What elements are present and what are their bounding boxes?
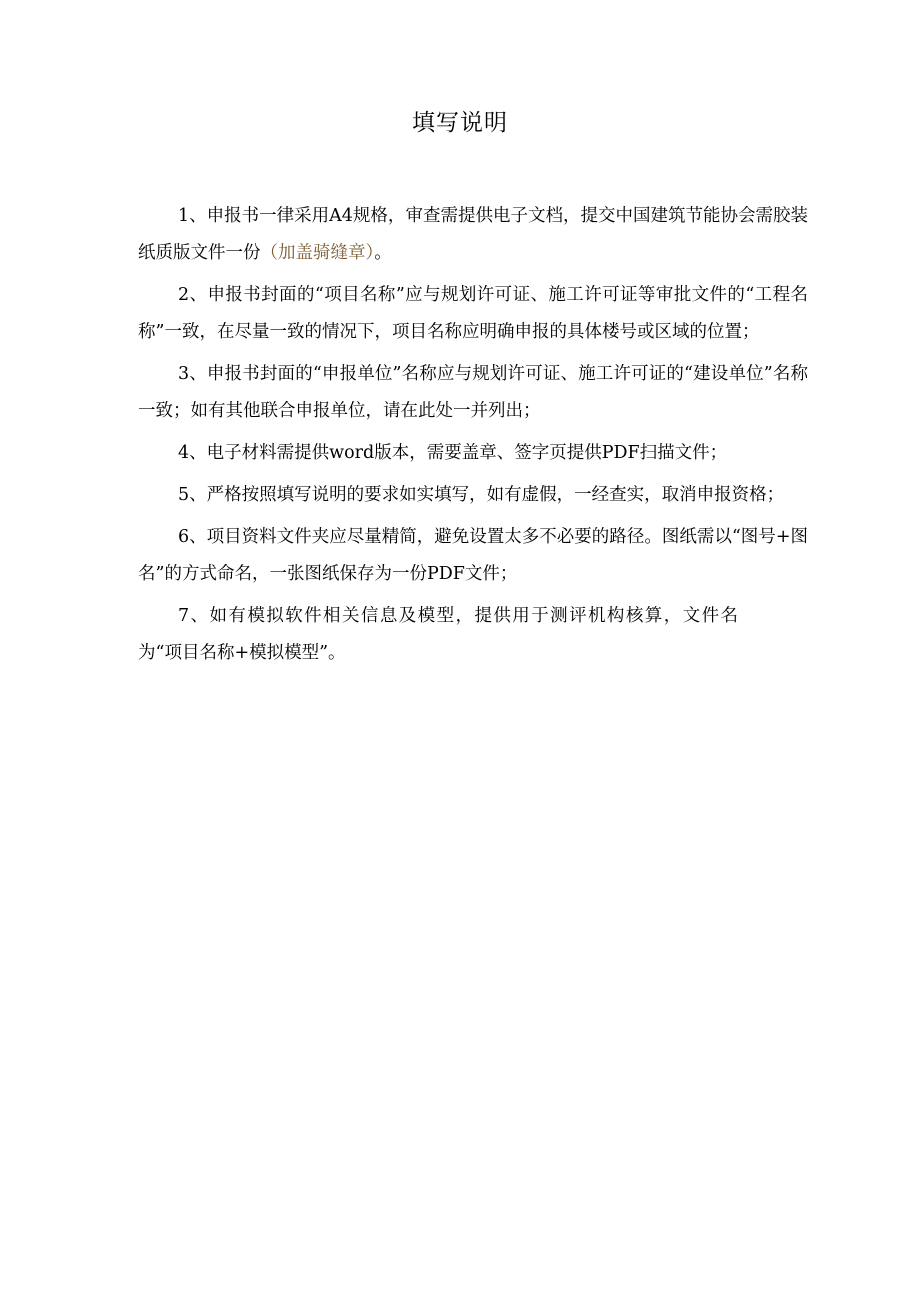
instruction-item-1-highlight: （加盖骑缝章） — [260, 243, 375, 263]
instruction-item-1-tail: 。 — [374, 243, 392, 263]
instruction-item-4: 4、电子材料需提供word版本，需要盖章、签字页提供PDF扫描文件； — [178, 443, 728, 463]
instruction-item-1-text: 1、申报书一律采用A4规格，审查需提供电子文档，提交中国建筑节能协会需胶装纸质版文件一份 — [138, 206, 808, 263]
instruction-item-3: 3、申报书封面的“申报单位”名称应与规划许可证、施工许可证的“建设单位”名称一致；如有其他联合申报单位，请在此处一并列出； — [138, 364, 808, 421]
instruction-item-1 — [138, 198, 808, 272]
page-title: 填写说明 — [412, 110, 508, 136]
instruction-item-7: 7、如有模拟软件相关信息及模型，提供用于测评机构核算，文件名为“项目名称+模拟模型”。 — [138, 606, 738, 663]
instruction-item-6: 6、项目资料文件夹应尽量精简，避免设置太多不必要的路径。图纸需以“图号+图名”的方式命名，一张图纸保存为一份PDF文件； — [138, 527, 808, 584]
instructions-body — [138, 198, 808, 677]
instruction-item-5: 5、严格按照填写说明的要求如实填写，如有虚假，一经查实，取消申报资格； — [178, 485, 785, 505]
instruction-item-2: 2、申报书封面的“项目名称”应与规划许可证、施工许可证等审批文件的“工程名称”一致，在尽量一致的情况下，项目名称应明确申报的具体楼号或区域的位置； — [138, 285, 808, 342]
